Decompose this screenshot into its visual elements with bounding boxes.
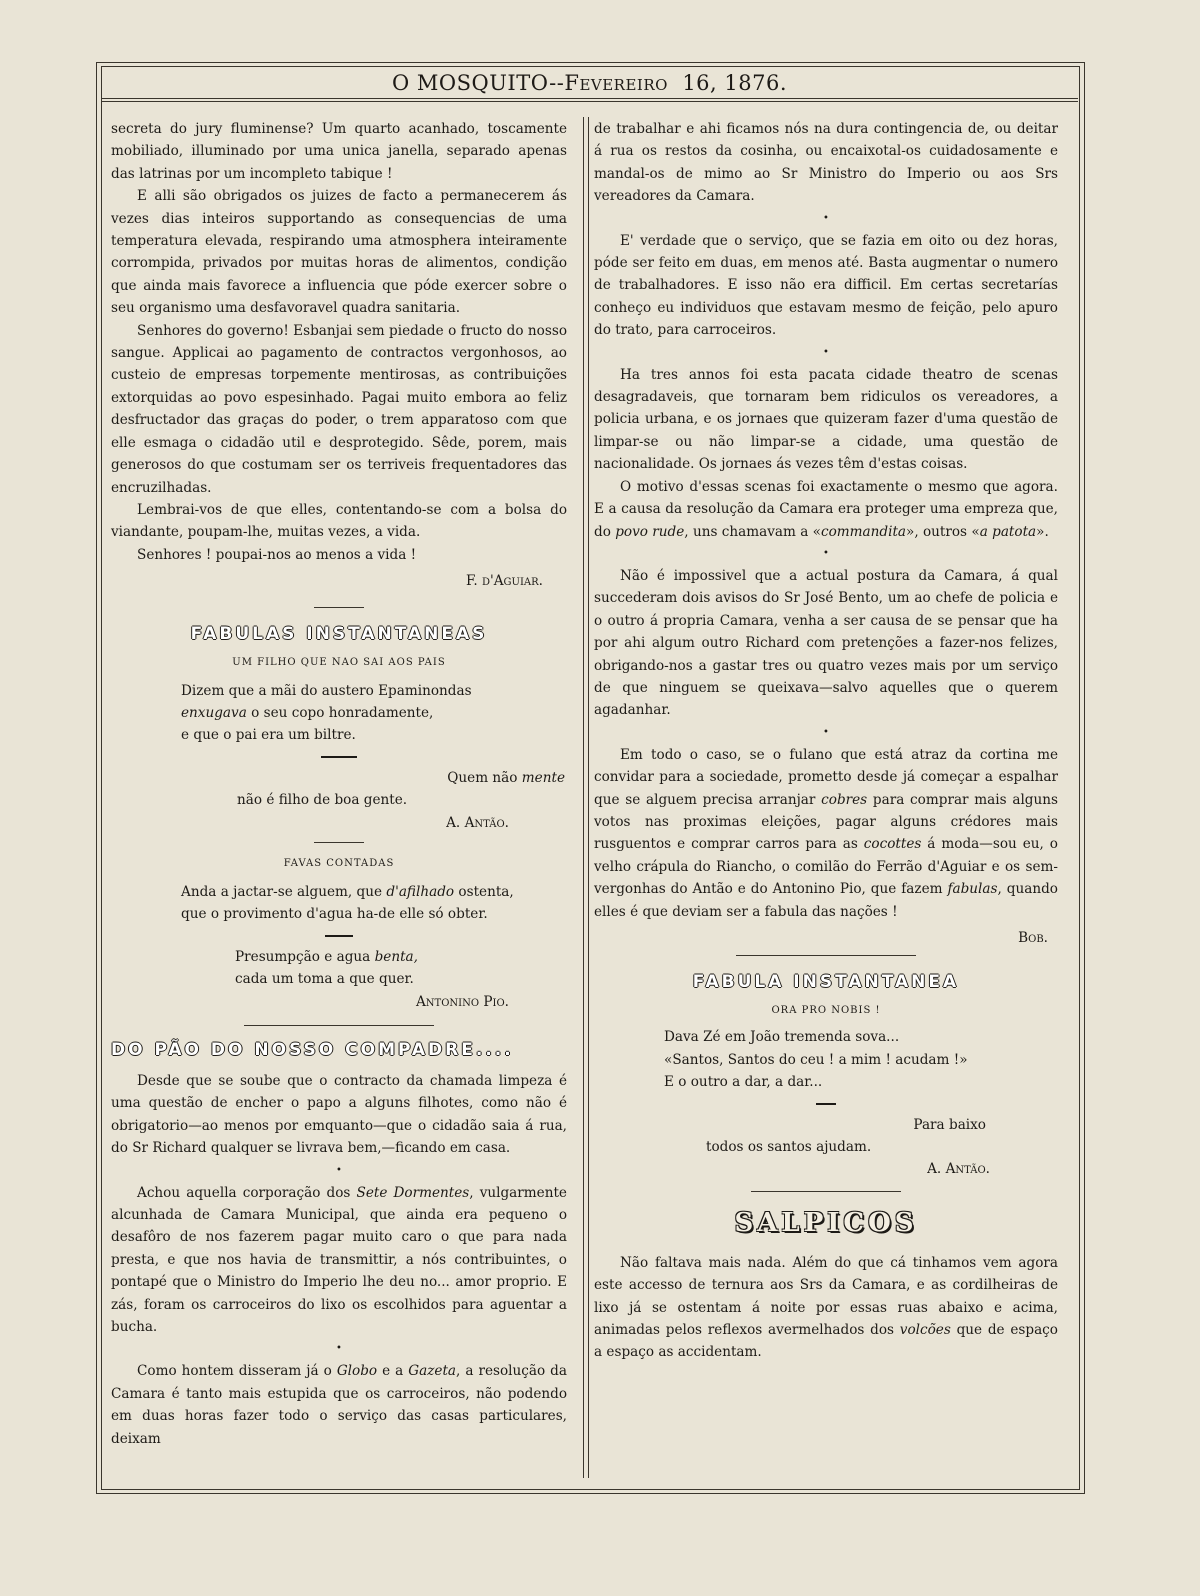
right-paragraph-5: Não é impossivel que a actual postura da Camara, á qual succederam dois avisos do Sr José Bento, um ao chefe de policia e o outro á propria Camara, venha a ser causa de se pensar que ha por ahi algum outro Richard com pretenções a fazer-nos felizes, obrigando-nos a gastar tres ou quatro vezes mais por um serviço de que ninguem se queixava—salvo aquelles que o querem agadanhar. (594, 567, 1058, 719)
header-date: 16, 1876. (682, 71, 788, 95)
right-p4f: a patota (979, 523, 1037, 540)
fable1-moral-bar (321, 756, 357, 758)
left-paragraph-1: secreta do jury fluminense? Um quarto acanhado, toscamente mobiliado, illuminado por uma unica janella, separado apenas das latrinas por um incompleto tabique ! (111, 121, 567, 182)
salpicos-b: volcões (899, 1322, 951, 1339)
fable1-line-2-rest: o seu copo honradamente, (246, 704, 434, 721)
header-rule-bottom (101, 101, 1078, 102)
fable3-line-1: Dava Zé em João tremenda sova... (664, 1029, 900, 1046)
fable2-moral (235, 946, 567, 991)
pao-p3d: Gazeta (408, 1363, 457, 1380)
fable1-line-2 (181, 702, 567, 724)
header-rule-top (101, 98, 1078, 99)
right-p6e: á moda—sou eu, o velho crápula do Riancho, o comilão do Ferrão d'Aguiar e os sem-vergonhas do Antão e do Antonino Pio, que fazem (594, 836, 1058, 898)
right-p4e: », outros « (906, 523, 980, 540)
signature-aguiar: F. d'Aguiar. (466, 573, 543, 590)
fable3-moral-line-2: todos os santos ajudam. (706, 1139, 872, 1156)
fable3-moral (594, 1114, 1058, 1159)
pao-paragraph-3 (111, 1360, 567, 1450)
fable3-signature: A. Antão. (927, 1161, 990, 1178)
fable1-moral (111, 767, 567, 812)
fable2-subtitle: FAVAS CONTADAS (283, 857, 395, 869)
right-p4d: commandita (820, 523, 907, 540)
header-month: Fevereiro (564, 71, 668, 95)
pao-p3b: Globo (336, 1363, 378, 1380)
pao-p2a: Achou aquella corporação dos (137, 1184, 357, 1201)
right-p4c: , uns chamavam a « (684, 523, 821, 540)
pao-paragraph-2 (111, 1182, 567, 1339)
column-divider-left (583, 117, 584, 1478)
right-column (594, 118, 1058, 1364)
right-p6c: para comprar mais alguns votos nas proximas eleições, pagar alguns crédores mais rusguentos e comprar carros para as (594, 791, 1058, 853)
fable2-line-1a: Anda a jactar-se alguem, que (181, 883, 387, 900)
section-title-fabulas: FABULAS INSTANTANEAS (190, 623, 488, 644)
fable1-moral-line-1 (111, 767, 567, 789)
fable1-subtitle: UM FILHO QUE NAO SAI AOS PAIS (232, 656, 446, 668)
fable1-moral-1a: Quem não (447, 769, 522, 786)
pao-p3e: , a resolução da Camara é tanto mais estupida que os carroceiros, não podendo em duas horas fazer todo o serviço das casas particulares, deixam (111, 1363, 567, 1447)
fable2-moral-line-2: cada um toma a que quer. (235, 971, 414, 988)
salpicos-paragraph (594, 1252, 1058, 1364)
pao-p3a: Como hontem disseram já o (137, 1363, 337, 1380)
section-title-fabula: FABULA INSTANTANEA (692, 972, 960, 993)
column-divider-right (588, 117, 589, 1478)
fable-separator (314, 842, 364, 843)
section-title-salpicos: SALPICOS (734, 1207, 918, 1238)
fable2-moral-line-1 (235, 946, 567, 968)
fable1-moral-line-2: não é filho de boa gente. (237, 792, 408, 809)
paragraph-bullet: • (823, 212, 829, 224)
fable3-subtitle: ORA PRO NOBIS ! (771, 1005, 881, 1017)
section-separator-3 (736, 955, 916, 956)
fable3-line-2: «Santos, Santos do ceu ! a mim ! acudam !» (664, 1051, 968, 1068)
left-column (111, 118, 567, 1450)
left-paragraph-5: Senhores ! poupai-nos ao menos a vida ! (137, 546, 417, 563)
fable2-moral-1b: benta, (374, 948, 418, 965)
right-p6d: cocottes (863, 836, 922, 853)
fable2-line-1b: d'afilhado (386, 883, 455, 900)
salpicos-c: que de espaço a espaço as accidentam. (594, 1322, 1058, 1361)
fable3-line-3: E o outro a dar, a dar... (664, 1074, 823, 1091)
left-paragraph-3: Senhores do governo! Esbanjai sem piedade o fructo do nosso sangue. Applicai ao pagamento de contractos vergonhosos, ao custeio de empresas torpemente mentirosas, as contribuições extorquidas ao povo espesinhado. Pagai muito embora ao feliz desfructador das graças do poder, o trem apparatoso com que elle esmaga o cidadão util e desprotegido. Sêde, porem, mais generosos do que costumam ser os terriveis frequentadores das encruzilhadas. (111, 322, 567, 496)
fable3-moral-bar (816, 1103, 836, 1105)
fable2-moral-bar (325, 935, 353, 937)
paragraph-bullet: • (823, 346, 829, 358)
pao-paragraph-1: Desde que se soube que o contracto da chamada limpeza é uma questão de encher o papo a alguns filhotes, como não é obrigatorio—ao menos por emquanto—que o cidadão saia á rua, do Sr Richard qualquer se livrava bem,—ficando em casa. (111, 1073, 567, 1157)
section-separator-4 (751, 1191, 901, 1192)
paragraph-bullet: • (823, 726, 829, 738)
right-p6a: Em todo o caso, se o fulano que está atraz da cortina me convidar para a sociedade, prometto desde já começar a espalhar que se alguem precisa arranjar (594, 746, 1058, 808)
right-paragraph-1: de trabalhar e ahi ficamos nós na dura contingencia de, ou deitar á rua os restos da cosinha, ou encaixotal-os cuidadosamente e mandal-os de mimo ao Sr Ministro do Imperio ou aos Srs vereadores da Camara. (594, 121, 1058, 205)
fable1-line-3: e que o pai era um biltre. (181, 727, 356, 744)
page-header (101, 66, 1078, 98)
pao-p3c: e a (377, 1363, 409, 1380)
fable2-moral-1a: Presumpção e agua (235, 948, 375, 965)
fable1-signature: A. Antão. (446, 814, 509, 831)
right-paragraph-3: Ha tres annos foi esta pacata cidade theatro de scenas desagradaveis, que tornaram bem ridiculos os vereadores, a policia urbana, e os jornaes que quizeram fazer d'uma questão de limpar-se ou não limpar-se a cidade, uma questão de nacionalidade. Os jornaes ás vezes têm d'estas coisas. (594, 366, 1058, 473)
pao-p2b: Sete Dormentes (356, 1184, 470, 1201)
right-p6b: cobres (821, 791, 868, 808)
header-publication: O MOSQUITO-- (391, 71, 565, 95)
fable1-line-1: Dizem que a mãi do austero Epaminondas (181, 682, 472, 699)
pao-p2c: , vulgarmente alcunhada de Camara Municipal, que ainda era pequeno o desafôro de nos fazerem pagar muito caro o que para nada presta, e que nos havia de transmittir, a nós contribuintes, o pontapé que o Ministro do Imperio lhe deu no... amor proprio. E zás, foram os carroceiros do lixo os escolhidos para aguentar a bucha. (111, 1184, 567, 1336)
fable1-italic: enxugava (181, 704, 247, 721)
salpicos-a: Não faltava mais nada. Além do que cá tinhamos vem agora este accesso de ternura aos Srs da Camara, e as cordilheiras de lixo já se ostentam á noite por essas ruas abaixo e acima, animadas pelos reflexos avermelhados dos (594, 1254, 1058, 1339)
fable1-verse (181, 680, 567, 747)
right-p4b: povo rude (615, 523, 685, 540)
fable2-signature: Antonino Pio. (415, 993, 509, 1010)
paragraph-bullet: • (336, 1164, 342, 1176)
right-p4a: O motivo d'essas scenas foi exactamente o mesmo que agora. E a causa da resolução da Camara era proteger uma empreza que, do (594, 478, 1058, 540)
paragraph-bullet: • (336, 1343, 342, 1355)
fable3-verse (664, 1026, 1058, 1093)
right-p4g: ». (1036, 523, 1049, 540)
fable2-line-1 (181, 881, 567, 903)
left-paragraph-2: E alli são obrigados os juizes de facto a permanecerem ás vezes dias inteiros supportando as consequencias de uma temperatura elevada, respirando uma atmosphera inteiramente corrompida, privados por muitas horas de alimentos, condição que ainda mais favorece a influencia que póde exercer sobre o seu organismo uma desfavoravel quadra sanitaria. (111, 188, 567, 317)
right-paragraph-2: E' verdade que o serviço, que se fazia em oito ou dez horas, póde ser feito em duas, em menos até. Basta augmentar o numero de trabalhadores. E isso não era difficil. Em certas secretarías conheço eu individuos que estavam mesmo de feição, pelo apuro do trato, para carroceiros. (594, 232, 1058, 339)
right-p6f: fabulas (947, 881, 998, 898)
signature-bob: Bob. (1018, 930, 1048, 946)
fable2-line-2: que o provimento d'agua ha-de elle só obter. (181, 906, 488, 923)
section-title-pao: DO PÃO DO NOSSO COMPADRE.... (111, 1040, 514, 1060)
right-paragraph-6 (594, 744, 1058, 923)
section-separator (314, 607, 364, 608)
paragraph-bullet: • (823, 547, 829, 559)
fable2-line-1c: ostenta, (454, 883, 514, 900)
right-paragraph-4 (594, 476, 1058, 543)
left-paragraph-4: Lembrai-vos de que elles, contentando-se com a bolsa do viandante, poupam-lhe, muitas vezes, a vida. (111, 501, 567, 541)
fable1-moral-1b: mente (521, 769, 565, 786)
section-separator-2 (244, 1025, 434, 1026)
fable3-moral-line-1: Para baixo (913, 1116, 986, 1133)
right-p6g: , quando elles é que deviam ser a fabula das nações ! (594, 881, 1058, 920)
fable2-verse (181, 881, 567, 926)
